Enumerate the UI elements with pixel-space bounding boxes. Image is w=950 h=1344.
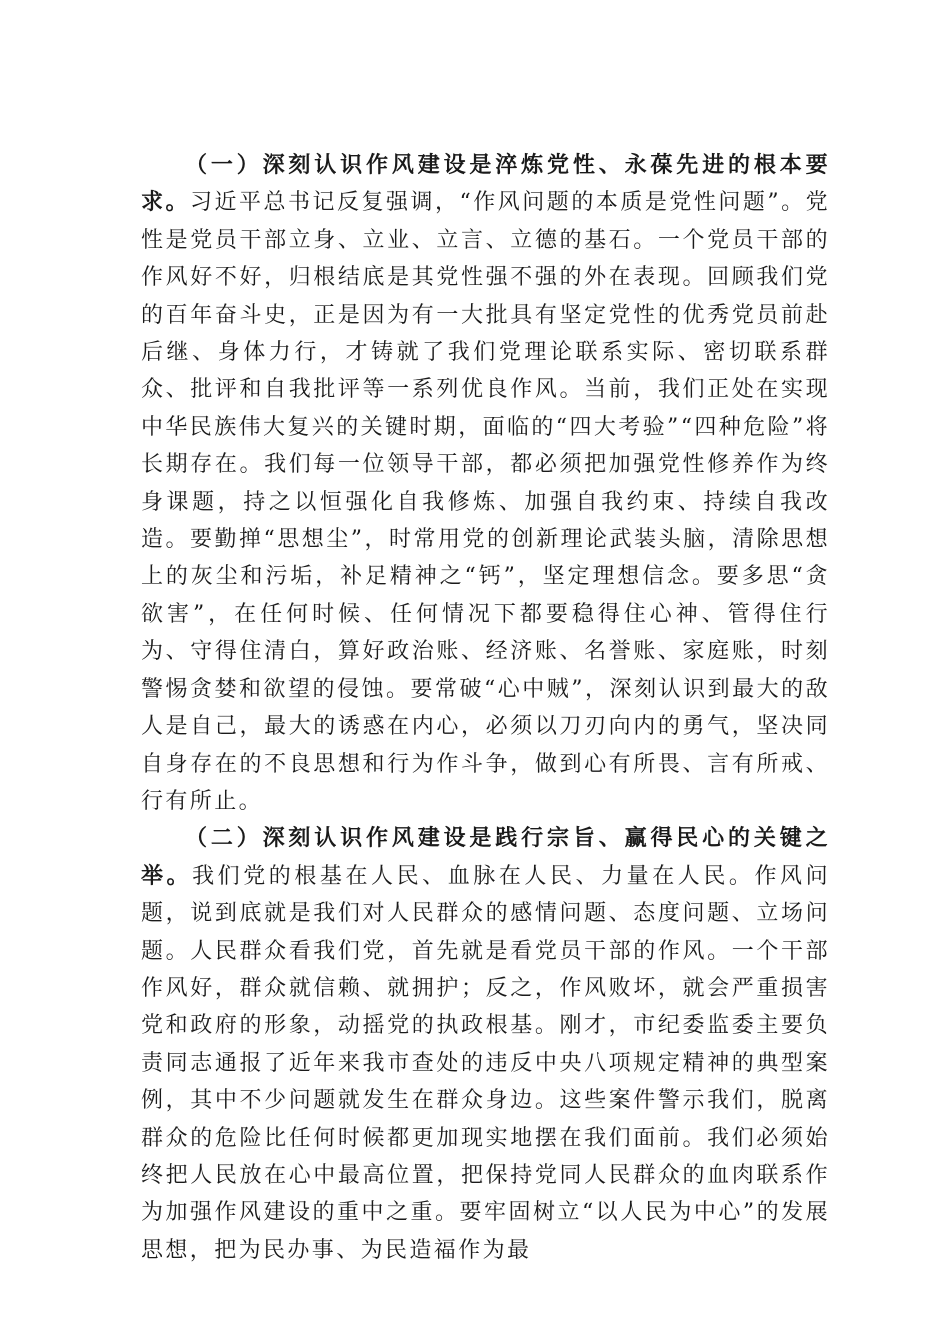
paragraph-2: [141, 820, 830, 1269]
document-body: [141, 147, 830, 1269]
paragraph-1-heading: （一）深刻认识作风建设是淬炼党性、永葆先进的根本要求。: [141, 152, 830, 216]
paragraph-2-text: 我们党的根基在人民、血脉在人民、力量在人民。作风问题，说到底就是我们对人民群众的感情问题、态度问题、立场问题。人民群众看我们党，首先就是看党员干部的作风。一个干部作风好，群众就信赖、就拥护；反之，作风败坏，就会严重损害党和政府的形象，动摇党的执政根基。刚才，市纪委监委主要负责同志通报了近年来我市查处的违反中央八项规定精神的典型案例，其中不少问题就发生在群众身边。这些案件警示我们，脱离群众的危险比任何时候都更加现实地摆在我们面前。我们必须始终把人民放在心中最高位置，把保持党同人民群众的血肉联系作为加强作风建设的重中之重。要牢固树立“以人民为中心”的发展思想，把为民办事、为民造福作为最: [141, 863, 830, 1263]
paragraph-1: [141, 147, 830, 820]
paragraph-2-heading: （二）深刻认识作风建设是践行宗旨、赢得民心的关键之举。: [141, 825, 830, 889]
paragraph-1-text: 习近平总书记反复强调，“作风问题的本质是党性问题”。党性是党员干部立身、立业、立言、立德的基石。一个党员干部的作风好不好，归根结底是其党性强不强的外在表现。回顾我们党的百年奋斗史，正是因为有一大批具有坚定党性的优秀党员前赴后继、身体力行，才铸就了我们党理论联系实际、密切联系群众、批评和自我批评等一系列优良作风。当前，我们正处在实现中华民族伟大复兴的关键时期，面临的“四大考验”“四种危险”将长期存在。我们每一位领导干部，都必须把加强党性修养作为终身课题，持之以恒强化自我修炼、加强自我约束、持续自我改造。要勤掸“思想尘”，时常用党的创新理论武装头脑，清除思想上的灰尘和污垢，补足精神之“钙”，坚定理想信念。要多思“贪欲害”，在任何时候、任何情况下都要稳得住心神、管得住行为、守得住清白，算好政治账、经济账、名誉账、家庭账，时刻警惕贪婪和欲望的侵蚀。要常破“心中贼”，深刻认识到最大的敌人是自己，最大的诱惑在内心，必须以刀刃向内的勇气，坚决同自身存在的不良思想和行为作斗争，做到心有所畏、言有所戒、行有所止。: [141, 190, 830, 814]
